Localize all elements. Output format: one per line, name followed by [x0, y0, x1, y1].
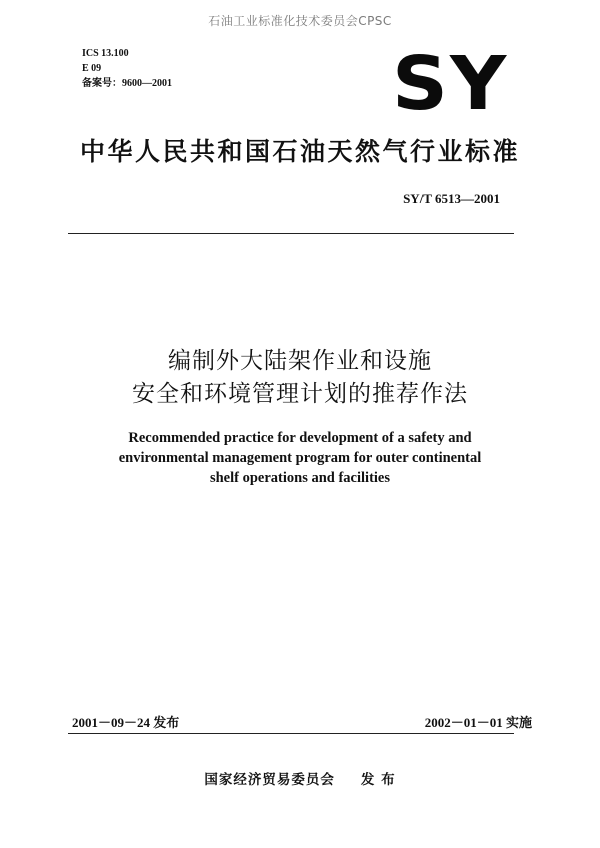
issuer-line [0, 768, 600, 788]
record-number: 备案号：9600—2001 [82, 78, 172, 89]
bottom-divider [68, 733, 514, 734]
sy-logo: SY [392, 41, 509, 127]
doc-title-cn-line2: 安全和环境管理计划的推荐作法 [132, 381, 468, 407]
doc-title-en-line1: Recommended practice for development of a safety and [128, 430, 472, 446]
standard-title-cn: 中华人民共和国石油天然气行业标准 [79, 137, 520, 166]
document-meta [82, 46, 172, 91]
issue-date: 2001－09－24 发布 [72, 715, 180, 730]
implementation-date: 2002－01－01 实施 [424, 715, 532, 730]
doc-title-cn-line1: 编制外大陆架作业和设施 [168, 348, 432, 374]
doc-title-en-line2: environmental management program for outer continental [118, 450, 482, 466]
doc-title-en-line3: shelf operations and facilities [209, 470, 391, 486]
top-divider [68, 233, 514, 234]
issuer-name: 国家经济贸易委员会 [204, 772, 335, 788]
ics-code: ICS 13.100 [82, 48, 129, 59]
doc-title-en [0, 428, 600, 488]
issuer-action: 发 布 [360, 772, 396, 788]
standard-number: SY/T 6513—2001 [403, 191, 500, 206]
category-code: E 09 [82, 63, 102, 74]
watermark-text: 石油工业标准化技术委员会CPSC [208, 14, 392, 28]
